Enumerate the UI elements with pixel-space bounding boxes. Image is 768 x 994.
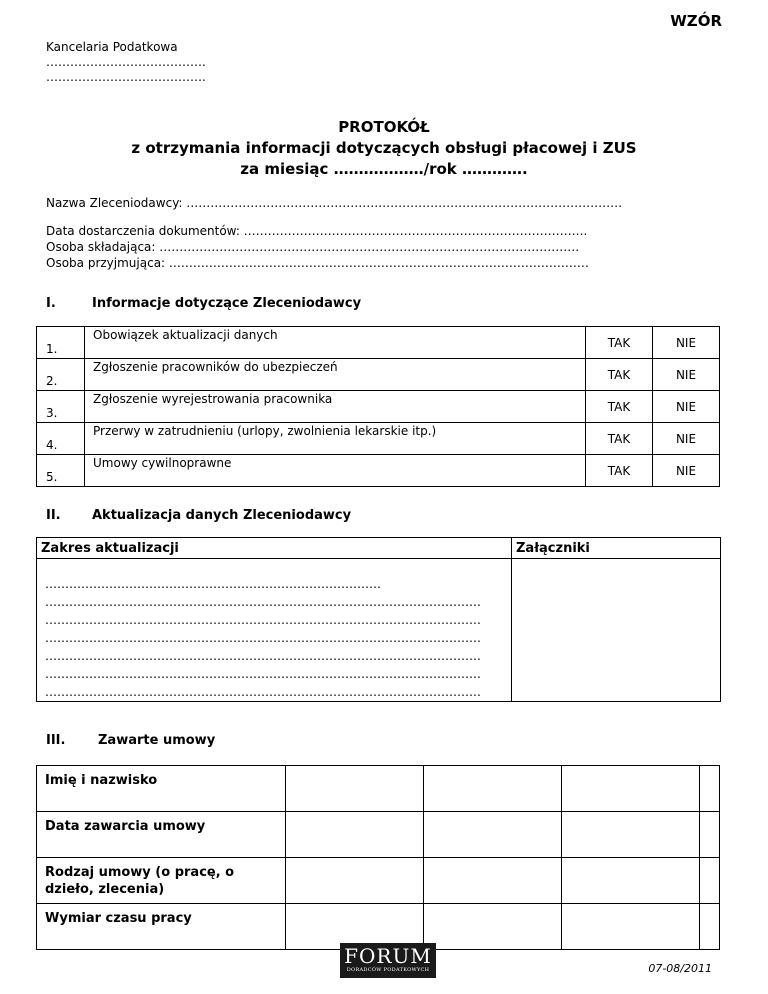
logo-text: FORUM <box>344 944 432 968</box>
table-cell[interactable] <box>700 812 720 858</box>
table-cell[interactable] <box>562 766 700 812</box>
row-label: Obowiązek aktualizacji danych <box>85 327 586 359</box>
section-3-title: Zawarte umowy <box>98 733 216 748</box>
dot-line: ………………………………………………………………………………………………. <box>45 613 481 627</box>
delivery-date-field[interactable]: Data dostarczenia dokumentów: ………………………………………………………………………….. <box>46 224 588 238</box>
office-line-1: …………………………………. <box>46 55 206 69</box>
table-cell[interactable] <box>424 904 562 950</box>
row-label-type: Rodzaj umowy (o pracę, o dzieło, zlecenia) <box>37 858 286 904</box>
section-2-number: II. <box>46 508 61 523</box>
table-cell[interactable] <box>562 904 700 950</box>
section-2-title: Aktualizacja danych Zleceniodawcy <box>92 508 352 523</box>
yes-option[interactable]: TAK <box>586 359 653 391</box>
row-label-hours: Wymiar czasu pracy <box>37 904 286 950</box>
section-1-title: Informacje dotyczące Zleceniodawcy <box>92 296 362 311</box>
table-row <box>37 455 720 487</box>
dot-line: ………………………………………………………………………………………………. <box>45 631 481 645</box>
received-by-field[interactable]: Osoba przyjmująca: …………………………………………………………………………………………… <box>46 256 589 270</box>
table-cell[interactable] <box>700 766 720 812</box>
dot-line: ………………………………………………………………………… <box>45 577 381 591</box>
row-label: Umowy cywilnoprawne <box>85 455 586 487</box>
sample-label: WZÓR <box>670 12 722 30</box>
no-option[interactable]: NIE <box>653 423 720 455</box>
row-number: 4. <box>37 423 85 455</box>
data-update-table <box>36 537 721 702</box>
row-label: Zgłoszenie pracowników do ubezpieczeń <box>85 359 586 391</box>
dot-line: ………………………………………………………………………………………………. <box>45 667 481 681</box>
table-row <box>37 359 720 391</box>
scope-column-header: Zakres aktualizacji <box>37 538 512 559</box>
table-cell[interactable] <box>286 812 424 858</box>
office-name: Kancelaria Podatkowa <box>46 40 178 54</box>
forum-logo <box>340 943 436 978</box>
table-cell[interactable] <box>286 858 424 904</box>
document-title <box>0 117 768 180</box>
table-row <box>37 327 720 359</box>
scope-dotted-lines <box>37 559 503 701</box>
document-code: 07-08/2011 <box>648 962 712 975</box>
yes-option[interactable]: TAK <box>586 391 653 423</box>
table-row <box>37 812 720 858</box>
logo-subtitle: DORADCÓW PODATKOWYCH <box>346 967 430 973</box>
dot-line: ………………………………………………………………………………………………. <box>45 649 481 663</box>
scope-cell[interactable] <box>37 559 512 702</box>
section-1-number: I. <box>46 296 56 311</box>
row-label-date: Data zawarcia umowy <box>37 812 286 858</box>
title-line-3: za miesiąc ………………/rok …………. <box>240 160 528 178</box>
row-number: 1. <box>37 327 85 359</box>
yes-option[interactable]: TAK <box>586 423 653 455</box>
no-option[interactable]: NIE <box>653 391 720 423</box>
table-row <box>37 559 721 702</box>
attachments-column-header: Załączniki <box>512 538 721 559</box>
table-cell[interactable] <box>424 858 562 904</box>
table-cell[interactable] <box>286 766 424 812</box>
attachments-cell[interactable] <box>512 559 721 702</box>
row-label: Przerwy w zatrudnieniu (urlopy, zwolnienia lekarskie itp.) <box>85 423 586 455</box>
yes-option[interactable]: TAK <box>586 455 653 487</box>
no-option[interactable]: NIE <box>653 327 720 359</box>
row-number: 2. <box>37 359 85 391</box>
row-number: 3. <box>37 391 85 423</box>
contracts-table <box>36 765 720 950</box>
section-3-number: III. <box>46 733 66 748</box>
no-option[interactable]: NIE <box>653 359 720 391</box>
table-cell[interactable] <box>700 858 720 904</box>
table-header-row <box>37 538 721 559</box>
table-cell[interactable] <box>562 858 700 904</box>
table-row <box>37 423 720 455</box>
client-name-field[interactable]: Nazwa Zleceniodawcy: ………………………………………….…………………………………………………… <box>46 196 623 210</box>
client-info-table <box>36 326 720 487</box>
table-cell[interactable] <box>700 904 720 950</box>
no-option[interactable]: NIE <box>653 455 720 487</box>
dot-line: ………………………………………………………………………………………………. <box>45 595 481 609</box>
office-line-2: …………………………………. <box>46 70 206 84</box>
table-row <box>37 766 720 812</box>
title-line-2: z otrzymania informacji dotyczących obsługi płacowej i ZUS <box>131 139 637 157</box>
yes-option[interactable]: TAK <box>586 327 653 359</box>
office-address-block <box>46 40 206 85</box>
row-label-name: Imię i nazwisko <box>37 766 286 812</box>
title-line-1: PROTOKÓŁ <box>338 118 430 136</box>
table-row <box>37 391 720 423</box>
row-label: Zgłoszenie wyrejestrowania pracownika <box>85 391 586 423</box>
submitted-by-field[interactable]: Osoba składająca: …………………………………………………………………………………………… <box>46 240 580 254</box>
table-row <box>37 858 720 904</box>
dot-line: ………………………………………………………………………………………………. <box>45 685 481 699</box>
row-number: 5. <box>37 455 85 487</box>
table-cell[interactable] <box>424 812 562 858</box>
table-cell[interactable] <box>562 812 700 858</box>
table-cell[interactable] <box>424 766 562 812</box>
